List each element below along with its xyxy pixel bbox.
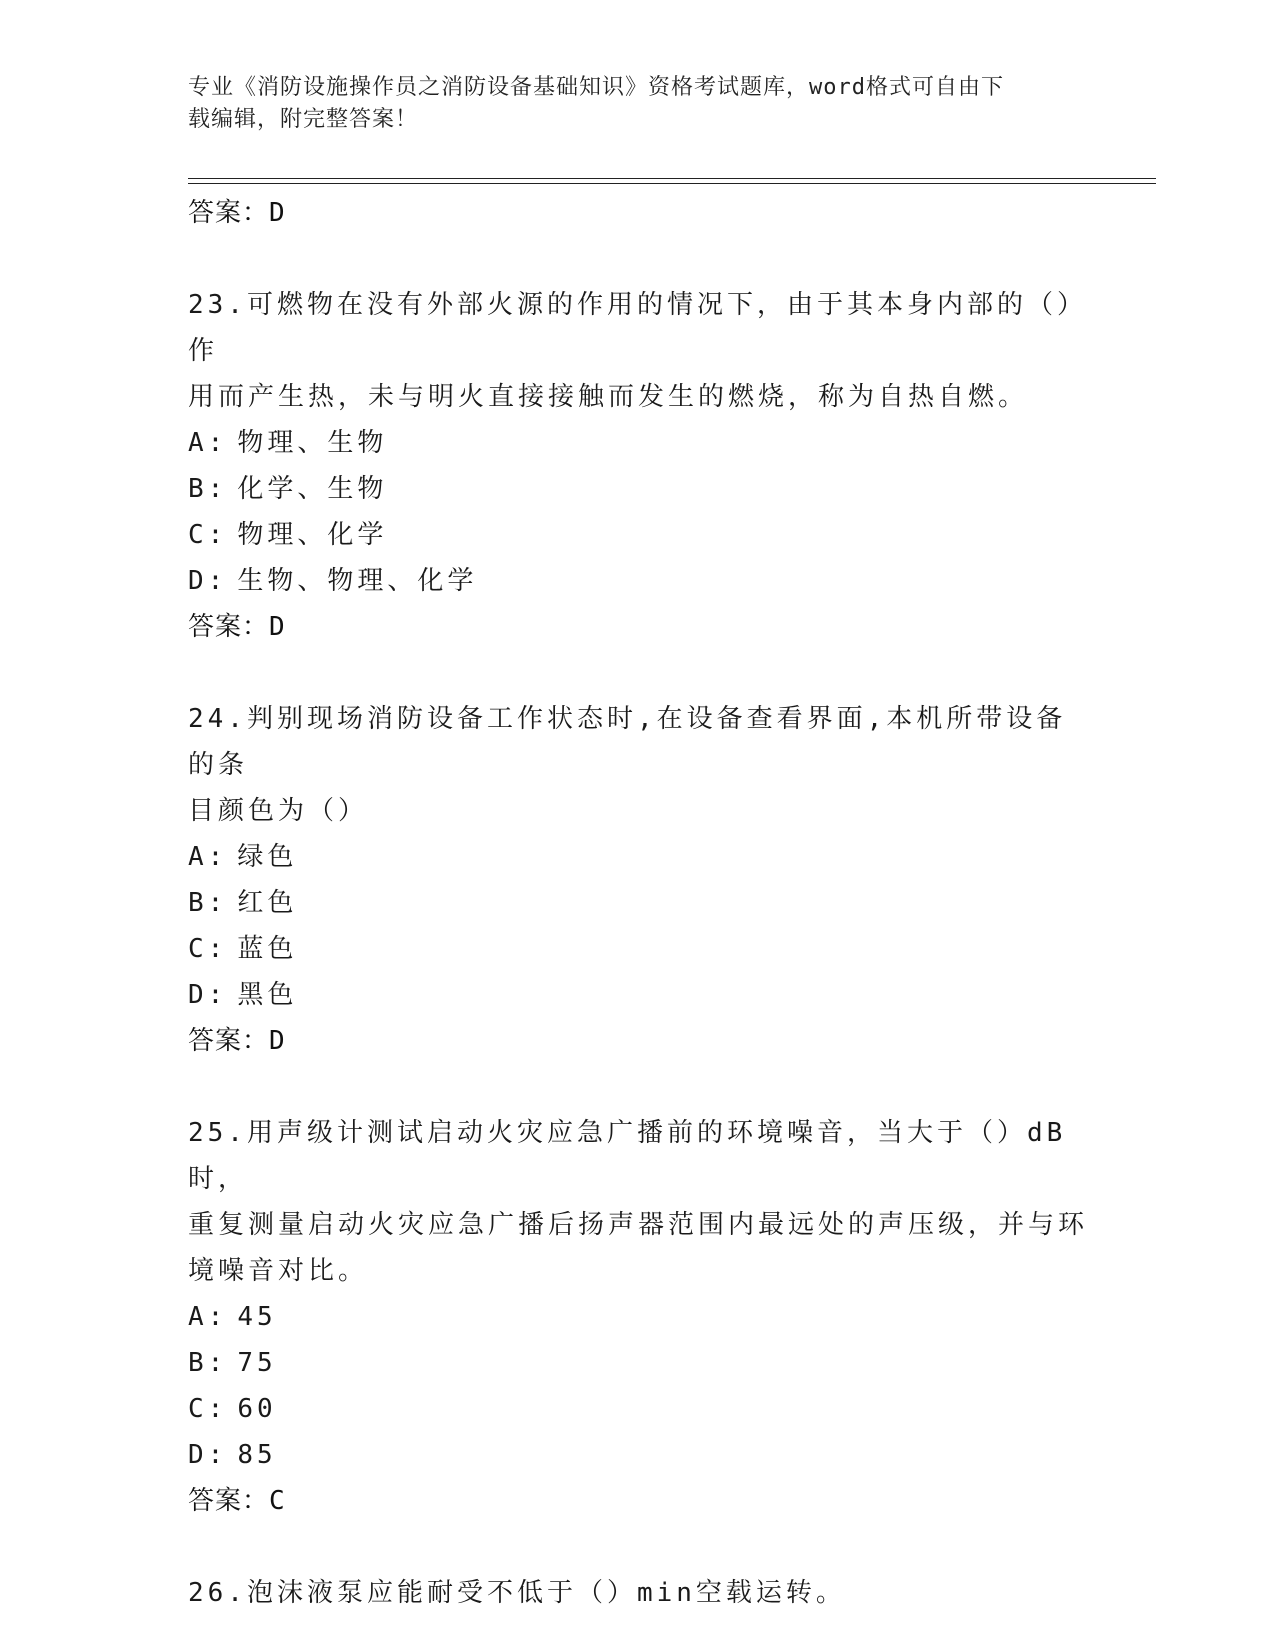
- question-line: 24.判别现场消防设备工作状态时,在设备查看界面,本机所带设备的条: [188, 704, 1067, 780]
- option-text: 化学、生物: [237, 474, 388, 504]
- question-item: [188, 1570, 1088, 1616]
- option-text: 红色: [237, 888, 298, 918]
- option-c: C: 蓝色: [188, 934, 298, 964]
- question-list: [188, 190, 1088, 1616]
- header-rule-bottom: [188, 183, 1156, 184]
- option-text: 生物、物理、化学: [237, 566, 478, 596]
- answer-label: 答案：D: [188, 612, 286, 642]
- option-letter: B: [188, 474, 208, 504]
- option-b: B: 化学、生物: [188, 474, 388, 504]
- option-letter: B: [188, 888, 208, 918]
- option-d: D: 85: [188, 1440, 277, 1470]
- option-a: A: 绿色: [188, 842, 298, 872]
- question-line: 26.泡沫液泵应能耐受不低于（）min空载运转。: [188, 1578, 846, 1608]
- answer-label: 答案：D: [188, 1026, 286, 1056]
- question-line: 23.可燃物在没有外部火源的作用的情况下，由于其本身内部的（）作: [188, 290, 1087, 366]
- option-b: B: 红色: [188, 888, 298, 918]
- option-text: 黑色: [237, 980, 298, 1010]
- option-d: D: 生物、物理、化学: [188, 566, 478, 596]
- header-rule-top: [188, 178, 1156, 179]
- option-text: 75: [237, 1348, 277, 1378]
- header-line-1: 专业《消防设施操作员之消防设备基础知识》资格考试题库，word格式可自由下: [188, 75, 1004, 100]
- option-text: 85: [237, 1440, 277, 1470]
- option-c: C: 物理、化学: [188, 520, 388, 550]
- option-letter: C: [188, 1394, 208, 1424]
- option-d: D: 黑色: [188, 980, 298, 1010]
- question-line: 目颜色为（）: [188, 796, 369, 826]
- question-item: [188, 282, 1088, 650]
- option-letter: D: [188, 1440, 208, 1470]
- option-text: 物理、化学: [237, 520, 388, 550]
- question-text: [188, 1110, 1088, 1294]
- question-text: [188, 1570, 1088, 1616]
- option-text: 绿色: [237, 842, 298, 872]
- option-a: A: 物理、生物: [188, 428, 388, 458]
- option-letter: A: [188, 842, 208, 872]
- option-b: B: 75: [188, 1348, 277, 1378]
- option-text: 蓝色: [237, 934, 298, 964]
- option-c: C: 60: [188, 1394, 277, 1424]
- option-letter: A: [188, 1302, 208, 1332]
- option-text: 60: [237, 1394, 277, 1424]
- question-line: 境噪音对比。: [188, 1256, 369, 1286]
- option-letter: C: [188, 934, 208, 964]
- question-line: 用而产生热，未与明火直接接触而发生的燃烧，称为自热自燃。: [188, 382, 1029, 412]
- option-a: A: 45: [188, 1302, 277, 1332]
- option-text: 物理、生物: [237, 428, 388, 458]
- question-line: 25.用声级计测试启动火灾应急广播前的环境噪音，当大于（）dB时，: [188, 1118, 1067, 1194]
- document-header: [188, 72, 1068, 136]
- question-line: 重复测量启动火灾应急广播后扬声器范围内最远处的声压级，并与环: [188, 1210, 1089, 1240]
- question-text: [188, 282, 1088, 420]
- option-letter: D: [188, 566, 208, 596]
- option-letter: C: [188, 520, 208, 550]
- option-letter: D: [188, 980, 208, 1010]
- option-letter: B: [188, 1348, 208, 1378]
- option-text: 45: [237, 1302, 277, 1332]
- header-line-2: 载编辑，附完整答案！: [188, 107, 419, 132]
- question-item: [188, 1110, 1088, 1524]
- option-letter: A: [188, 428, 208, 458]
- question-text: [188, 696, 1088, 834]
- answer-label: 答案：D: [188, 198, 286, 228]
- question-item: [188, 696, 1088, 1064]
- answer-label: 答案：C: [188, 1486, 286, 1516]
